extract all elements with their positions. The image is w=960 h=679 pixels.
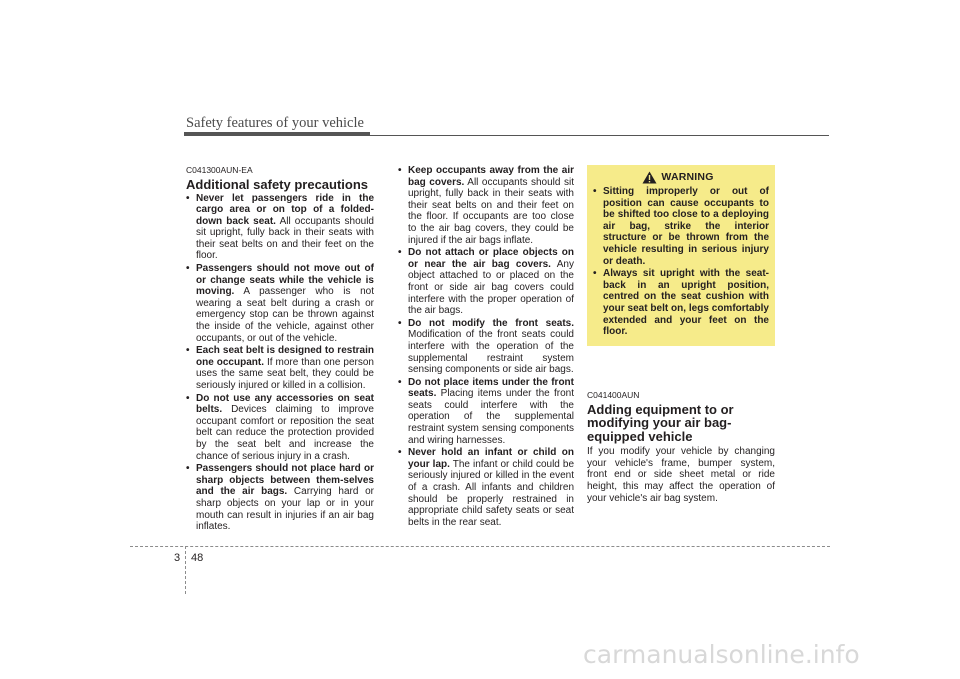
safety-precautions-list-continued <box>398 165 574 528</box>
section-title: Additional safety precautions <box>186 177 369 192</box>
warning-label: WARNING <box>661 170 714 183</box>
list-item: • Passengers should not move out of or change seats while the vehicle is moving. A passenger who is not wearing a seat belt during a crash or emergency stop can be thrown against the inside of the vehicle, against other occupants, or out of the vehicle. <box>186 263 374 344</box>
page-number: 48 <box>191 552 204 564</box>
safety-precautions-list <box>186 193 374 533</box>
list-item: • Sitting improperly or out of position can cause occupants to be shifted too close to a deploying air bag, strike the interior structure or be thrown from the vehicle resulting in serious injury or death. <box>593 186 769 267</box>
list-item: • Do not modify the front seats. Modification of the front seats could interfere with the operation of the supplemental restraint system sensing components or side air bags. <box>398 318 574 376</box>
list-item: • Do not attach or place objects on or near the air bag covers. Any object attached to or placed on the front or side air bag covers could interfere with the proper operation of the air bags. <box>398 247 574 317</box>
footer-divider <box>185 546 186 594</box>
list-item: • Each seat belt is designed to restrain one occupant. If more than one person uses the same seat belt, they could be seriously injured or killed in a collision. <box>186 345 374 391</box>
list-item: • Never hold an infant or child on your lap. The infant or child could be seriously injured or killed in the event of a crash. All infants and children should be properly restrained in appropriate child safety seats or seat belts in the rear seat. <box>398 447 574 528</box>
column-left <box>186 165 374 534</box>
list-item: • Do not place items under the front seats. Placing items under the front seats could interfere with the operation of the supplemental restraint system sensing components and wiring harnesses. <box>398 377 574 447</box>
section-code: C041300AUN-EA <box>186 165 253 175</box>
chapter-number: 3 <box>174 552 181 564</box>
section-code: C041400AUN <box>587 389 640 400</box>
column-right <box>587 165 775 504</box>
list-item: • Always sit upright with the seat-back in an upright position, centred on the seat cushion with your seat belt on, legs comfortably extended and your feet on the floor. <box>593 268 769 338</box>
column-middle <box>398 165 574 529</box>
list-item: • Keep occupants away from the air bag covers. All occupants should sit upright, fully back in their seats with their seat belts on and their feet on the floor. If occupants are too close to the air bag covers, they could be injured if the air bags inflate. <box>398 165 574 246</box>
list-item: • Passengers should not place hard or sharp objects between them-selves and the air bags. Carrying hard or sharp objects on your lap or in your mouth can result in injuries if an air bag inflates. <box>186 463 374 533</box>
body-paragraph: If you modify your vehicle by changing your vehicle's frame, bumper system, front end or side sheet metal or ride height, this may affect the operation of your vehicle's air bag system. <box>587 446 775 504</box>
warning-header <box>587 171 769 184</box>
footer-rule <box>130 546 830 547</box>
warning-triangle-icon <box>642 171 657 184</box>
section-title: Adding equipment to or modifying your air bag-equipped vehicle <box>587 401 734 444</box>
header-rule-thin <box>184 135 829 136</box>
warning-box <box>587 165 775 346</box>
list-item: • Do not use any accessories on seat belts. Devices claiming to improve occupant comfort or reposition the seat belt can reduce the protection provided by the seat belt and increase the chance of serious injury in a crash. <box>186 393 374 463</box>
watermark: carmanualsonline.info <box>583 640 860 669</box>
warning-list <box>593 186 769 338</box>
page-header-title: Safety features of your vehicle <box>186 115 364 131</box>
list-item: • Never let passengers ride in the cargo area or on top of a folded-down back seat. All occupants should sit upright, fully back in their seats with their seat belts on and their feet on the floor. <box>186 193 374 263</box>
